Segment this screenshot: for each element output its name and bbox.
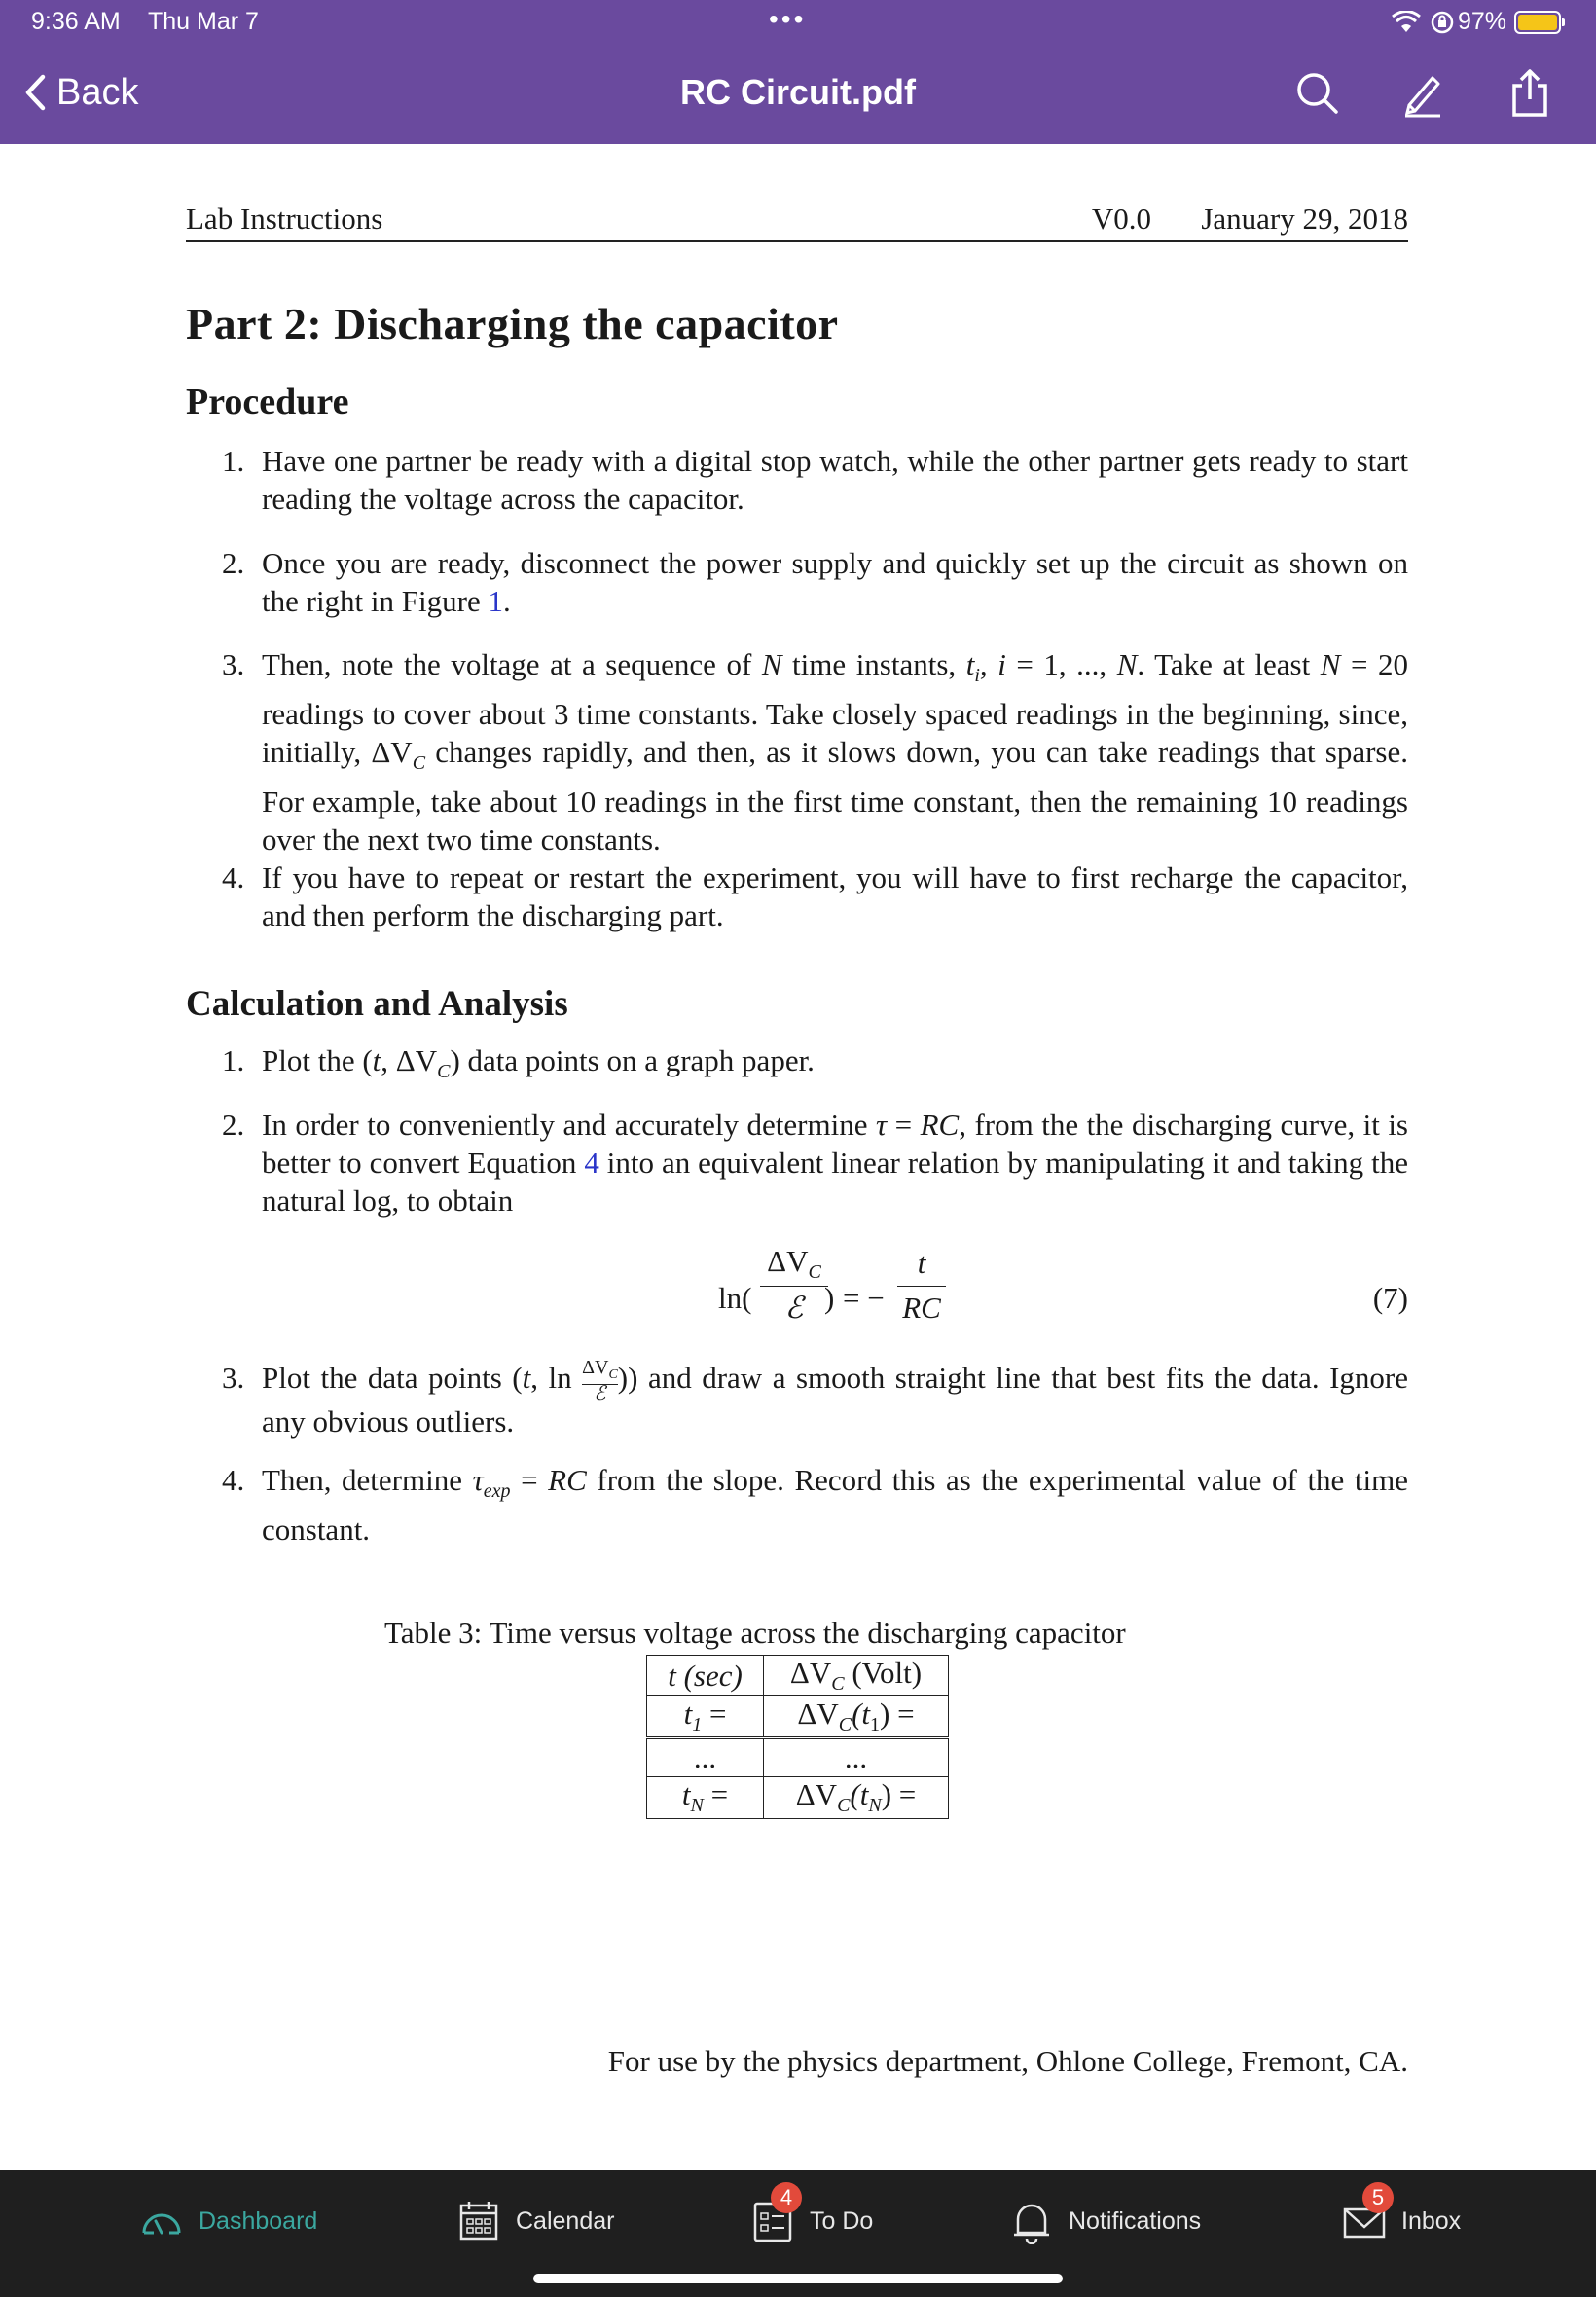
calendar-icon — [455, 2198, 502, 2244]
battery-icon — [1514, 11, 1561, 34]
wifi-icon — [1392, 11, 1421, 34]
tab-label: Inbox — [1401, 2206, 1462, 2235]
analysis-heading: Calculation and Analysis — [186, 984, 568, 1024]
home-indicator[interactable] — [533, 2274, 1063, 2283]
table-row — [647, 1777, 949, 1818]
share-icon[interactable] — [1505, 68, 1555, 119]
data-table — [646, 1655, 949, 1819]
back-button[interactable] — [23, 70, 138, 115]
equation-number: (7) — [1372, 1281, 1408, 1315]
tab-inbox[interactable] — [1341, 2185, 1462, 2244]
tab-calendar[interactable] — [455, 2198, 614, 2244]
battery-percent: 97% — [1458, 8, 1507, 35]
table-row — [647, 1738, 949, 1777]
table-cell: $\Delta V_C(t_1)$ = — [764, 1696, 949, 1738]
orientation-lock-icon — [1431, 11, 1454, 34]
header-version: V0.0 — [1091, 201, 1151, 236]
tab-label: To Do — [810, 2206, 874, 2235]
equation-link[interactable]: 4 — [584, 1146, 599, 1180]
figure-link[interactable]: 1 — [488, 584, 503, 618]
page-header — [186, 201, 1408, 242]
table-cell: ... — [764, 1738, 949, 1777]
top-bar — [0, 0, 1596, 144]
table-header-cell: $\Delta V_C$ (Volt) — [764, 1656, 949, 1696]
multitasking-dots-icon[interactable]: ••• — [769, 4, 807, 34]
bell-icon — [1008, 2198, 1055, 2244]
back-label: Back — [56, 71, 139, 113]
bottom-tab-bar — [0, 2170, 1596, 2297]
tab-todo[interactable] — [749, 2185, 874, 2244]
table-cell: ... — [647, 1738, 764, 1777]
pdf-page[interactable]: Lab Instructions V0.0 January 29, 2018 Part 2: Discharging the capacitor Procedure 1. Have one partner be ready with a digital stop watch, while the other partner gets ready to start reading the voltage across the capacitor. 2. Once you are ready, disconnect the power supply and quickly set up the circuit as shown on the right in Figure 1. 3. Then, note the voltage at a sequence of N time instants, $t_i$, i = 1, ..., N. Take at least N = 20 readings to cover about 3 time constants. Take closely spaced readings in the beginning, since, initially, $\Delta V_C$ changes rapidly, and then, as it slows down, you can take readings that sparse. For example, take about 10 readings in the first time constant, then the remaining 10 readings over the next two time constants. 4. If you have to repeat or restart the experiment, you will have to first recharge the capacitor, and then perform the discharging part. Calculation and Analysis 1. Plot the (t, $\Delta V_C$) data points on a graph paper. 2. In order to conveniently and accurately determine τ = RC, from the the discharging curve, it is better to convert Equation 4 into an equivalent linear relation by manipulating it and taking the natural log, to obtain ln( $\Delta V_C$ ℰ ) = − t RC (7) 3. Plot the data points (t, ln $\Delta V_C$ ℰ )) and draw a smooth straight line that best fits the data. Ignore any obvious outliers. 4. Then, determine $\tau_{exp}$ = RC from the slope. Record this as the experimental value of the time constant. Table 3: Time versus voltage across the discharging capacitor t (sec) $\Delta V_C$ (Volt) $t_1$ = $\Delta V_C(t_1)$ = ... ... $t_N$ = $\Delta V_C(t_N)$ = For use by the physics department, Ohlone College, Fremont, CA. — [186, 201, 1409, 2078]
page-footer: For use by the physics department, Ohlone College, Fremont, CA. — [607, 2044, 1408, 2078]
tab-label: Calendar — [516, 2206, 615, 2235]
tab-label: Notifications — [1069, 2206, 1202, 2235]
table-cell: $\Delta V_C(t_N)$ = — [764, 1777, 949, 1818]
table-row — [647, 1696, 949, 1738]
part-title: Part 2: Discharging the capacitor — [186, 299, 839, 348]
table-cell: $t_1$ = — [647, 1696, 764, 1738]
chevron-left-icon — [23, 73, 47, 112]
table-header-cell: t (sec) — [647, 1656, 764, 1696]
status-bar — [0, 0, 1596, 47]
annotate-pen-icon[interactable] — [1397, 68, 1448, 119]
header-date: January 29, 2018 — [1201, 201, 1408, 236]
document-title: RC Circuit.pdf — [680, 72, 916, 112]
search-icon[interactable] — [1292, 68, 1343, 119]
tab-notifications[interactable] — [1008, 2198, 1201, 2244]
table-cell: $t_N$ = — [647, 1777, 764, 1818]
status-time: 9:36 AM — [31, 8, 121, 35]
todo-badge: 4 — [771, 2182, 802, 2213]
dashboard-icon — [138, 2198, 185, 2244]
table-header-row — [647, 1656, 949, 1696]
header-left: Lab Instructions — [186, 201, 383, 236]
inbox-badge: 5 — [1362, 2182, 1394, 2213]
tab-label: Dashboard — [199, 2206, 318, 2235]
table-caption: Table 3: Time versus voltage across the discharging capacitor — [384, 1616, 1126, 1650]
procedure-heading: Procedure — [186, 382, 349, 422]
status-date: Thu Mar 7 — [148, 8, 259, 35]
equation-7: ln( $\Delta V_C$ ℰ ) = − t RC — [718, 1244, 971, 1341]
tab-dashboard[interactable] — [138, 2198, 317, 2244]
